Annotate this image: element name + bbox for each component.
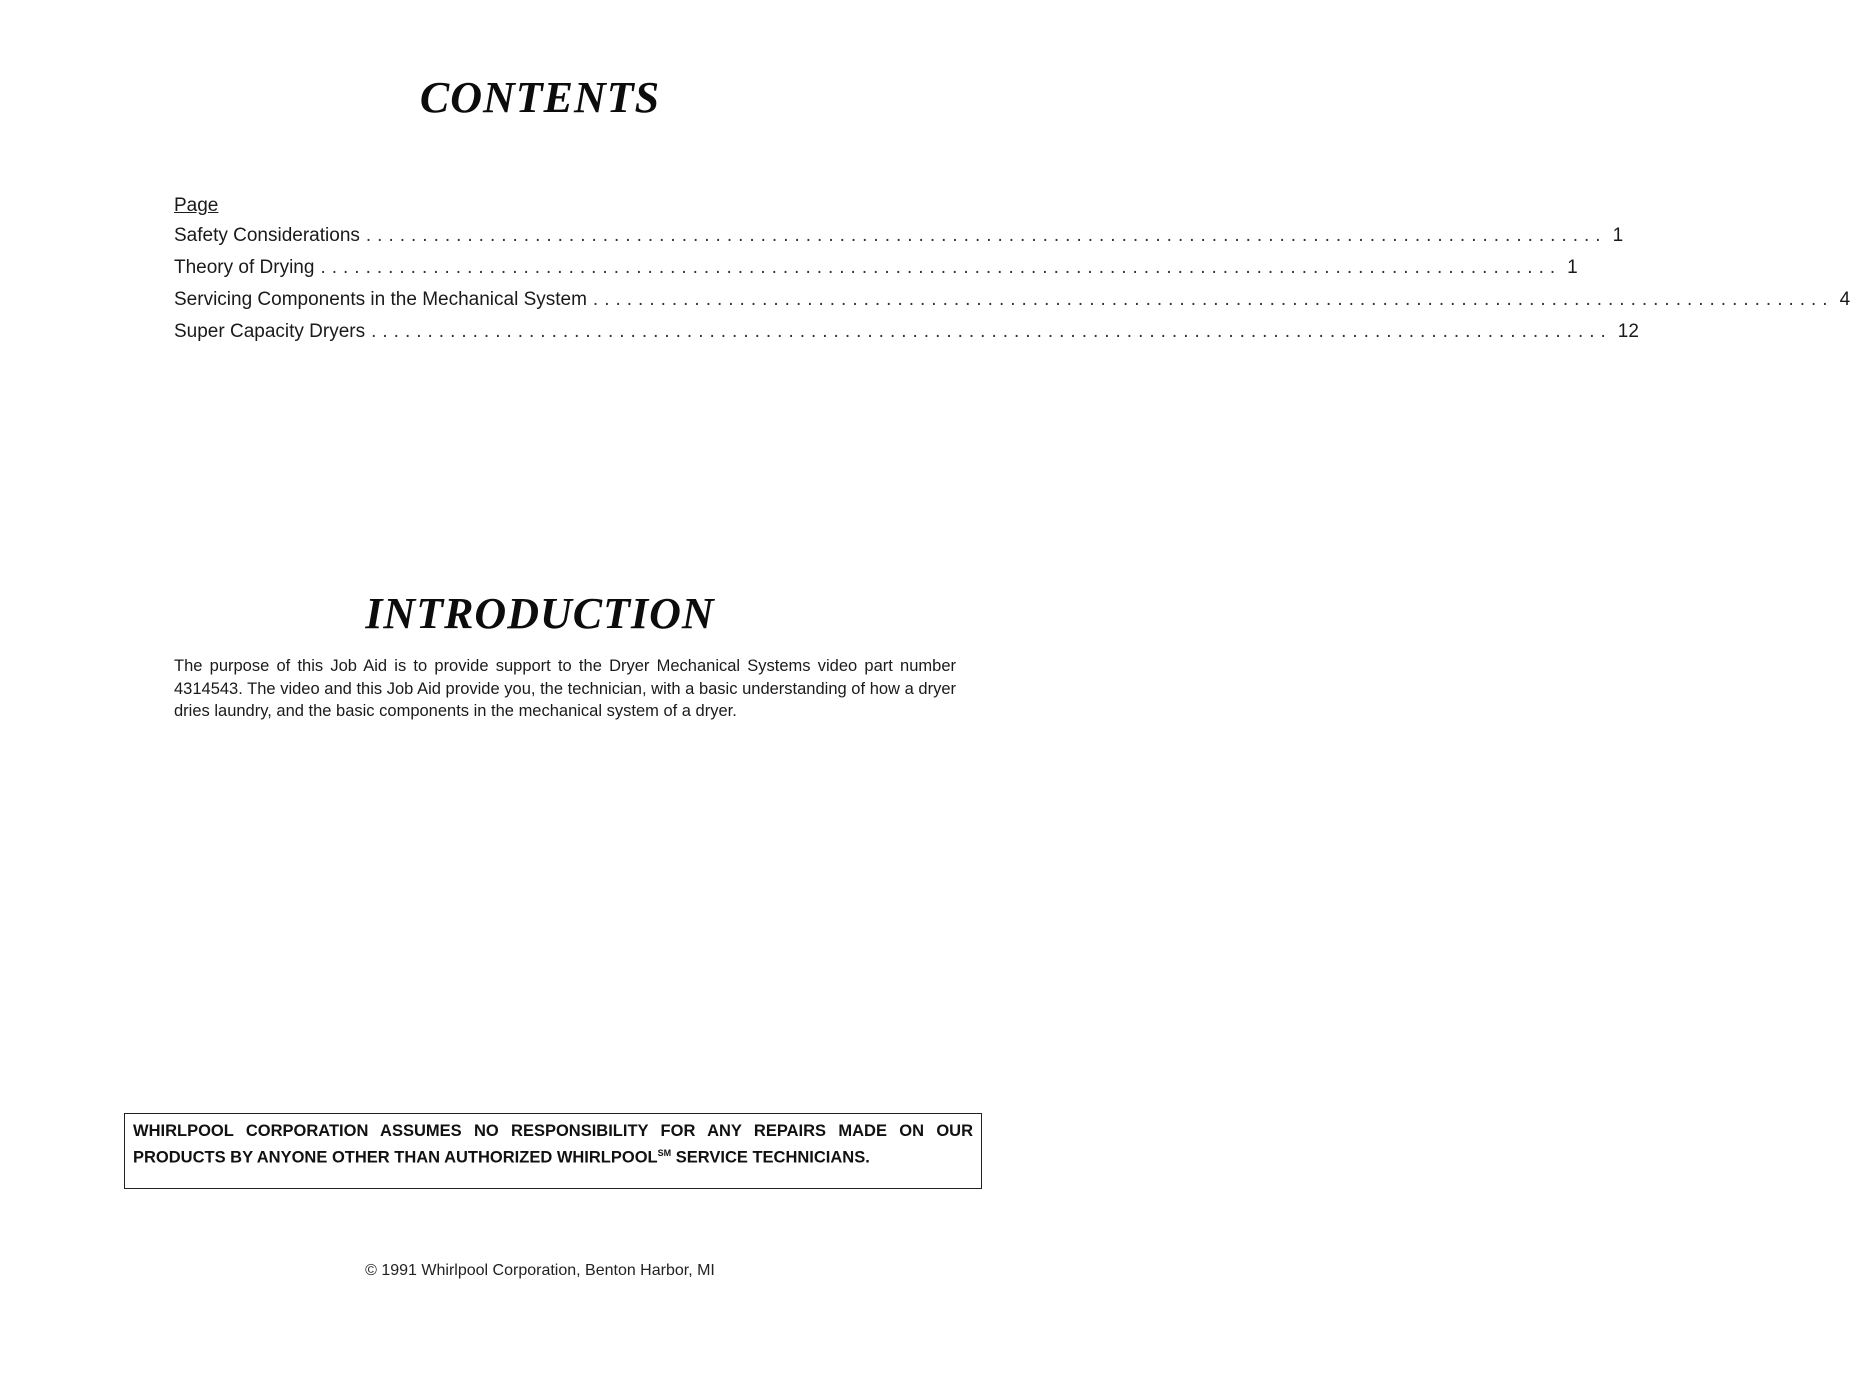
- toc-entry[interactable]: [174, 289, 1850, 321]
- toc-entry-title: Safety Considerations: [174, 225, 360, 246]
- copyright-notice: © 1991 Whirlpool Corporation, Benton Harbor, MI: [365, 1262, 715, 1279]
- toc-entry-page: 1: [1567, 257, 1578, 278]
- disclaimer-box: [124, 1113, 982, 1189]
- toc-entry[interactable]: [174, 225, 1624, 257]
- toc-page-column-label: Page: [174, 195, 219, 216]
- contents-heading: CONTENTS: [419, 73, 661, 122]
- toc-entry-title: Theory of Drying: [174, 257, 315, 278]
- toc-entry-page: 1: [1612, 225, 1624, 246]
- toc-entry[interactable]: [174, 321, 1639, 353]
- service-mark-superscript: SM: [657, 1148, 672, 1158]
- toc-entry-title: Super Capacity Dryers: [174, 321, 366, 342]
- table-of-contents: [174, 195, 1850, 353]
- toc-entry[interactable]: [174, 257, 1578, 289]
- toc-dot-leader: ..............................................................................................................: [371, 321, 1612, 342]
- toc-entry-title: Servicing Components in the Mechanical System: [174, 289, 587, 310]
- disclaimer-text-end: SERVICE TECHNICIANS.: [671, 1148, 870, 1167]
- introduction-paragraph: The purpose of this Job Aid is to provide support to the Dryer Mechanical Systems video part number 4314543. The video and this Job Aid provide you, the technician, with a basic understanding of how a dryer dries laundry, and the basic components in the mechanical system of a dryer.: [174, 657, 956, 720]
- toc-dot-leader: ..............................................................................................................: [365, 225, 1607, 246]
- disclaimer-text: WHIRLPOOL CORPORATION ASSUMES NO RESPONSIBILITY FOR ANY REPAIRS MADE ON OUR PRODUCTS BY ANYONE OTHER THAN AUTHORIZED WHIRLPOOL: [133, 1122, 973, 1167]
- introduction-heading: INTRODUCTION: [365, 589, 715, 638]
- toc-dot-leader: ..............................................................................................................: [592, 289, 1834, 310]
- toc-dot-leader: ..............................................................................................................: [320, 257, 1562, 278]
- toc-entry-page: 4: [1839, 289, 1850, 310]
- toc-entry-page: 12: [1617, 321, 1639, 342]
